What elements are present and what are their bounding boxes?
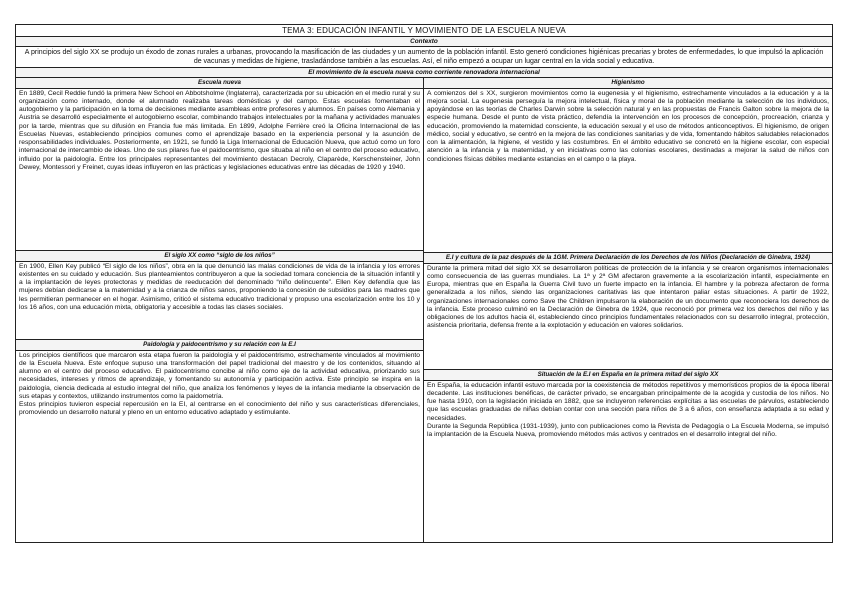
paidologia-section — [16, 340, 423, 542]
paz-text: Durante la primera mitad del siglo XX se desarrollaron políticas de protección de la infancia y se crearon organismos internacionales como consecuencia de las guerras mundiales. La 1ª y 2ª GM afectaron gravemente a la escolarización infantil, especialmente en Europa, mientras que en España la Guerra Civil tuvo un fuerte impacto en la infancia. El hambre y la pobreza afectaron de forma generalizada a los niños, siendo las organizaciones caritativas las que intentaron paliar estas situaciones. A partir de 1922, organizaciones internacionales como Save the Children impulsaron la elaboración de un documento que reconociera los derechos de la infancia. Este proceso culminó en la Declaración de Ginebra de 1924, que reconoció por primera vez los derechos del niño y las obligaciones de los adultos hacia él, estableciendo cinco principios fundamentales relacionados con su desarrollo integral, protección, asistencia prioritaria, defensa frente a la explotación y educación en valores solidarios. — [427, 264, 829, 330]
escuela-nueva-section — [16, 78, 423, 251]
higienismo-text: A comienzos del s XX, surgieron movimientos como la eugenesia y el higienismo, estrechamente vinculados a la educación y a la mejora social. La eugenesia perseguía la mejora intelectual, física y moral de la población mediante la selección de los individuos, apoyándose en las teorías de Charles Darwin sobre la selección natural y en las propuestas de Francis Galton sobre la mejora de la especie humana. Desde el punto de vista práctico, defendía la intervención en los procesos de concepción, procreación, crianza y educación, promoviendo la maternidad consciente, la educación sexual y el uso de métodos anticonceptivos. El higienismo, de origen médico, social y educativo, se centró en la mejora de las condiciones sanitarias y de vida, fomentando hábitos saludables relacionados con la alimentación, la higiene, el vestido y las costumbres. En el ámbito educativo se concretó en la higiene escolar, con especial atención a la infancia y la maternidad, y en iniciativas como las colonias escolares, destinadas a mejorar la salud de niños con condiciones físicas débiles mediante estancias en el campo o la playa. — [427, 89, 829, 163]
siglo-xx-section — [16, 251, 423, 340]
higienismo-heading: Higienismo — [424, 78, 832, 89]
siglo-xx-text: En 1900, Ellen Key publicó “El siglo de los niños”, obra en la que denunció las malas condiciones de vida de la infancia y los errores existentes en su cuidado y educación. Sus planteamientos contribuyeron a que la sociedad tomara conciencia de la situación infantil y a la implantación de leyes protectoras y medidas de reeducación del denominado “niño delincuente”. Ellen Key defendía que las mujeres debían dedicarse a la maternidad y a la crianza de niños sanos, proponiendo la concesión de subsidios para las madres que les permitieran permanecer en el hogar. Asimismo, criticó el sistema educativo tradicional y propuso una escolarización entre los 10 y los 16 años, con una educación mixta, obligatoria y accesible a todas las clases sociales. — [19, 262, 420, 311]
siglo-xx-heading: El siglo XX como “siglo de los niños” — [16, 251, 423, 262]
document-table — [15, 24, 833, 543]
contexto-heading: Contexto — [16, 37, 832, 47]
left-column — [16, 78, 424, 542]
two-column-section — [16, 78, 832, 542]
paz-heading: E.I y cultura de la paz después de la 1GM. Primera Declaración de los Derechos de los Niños (Declaración de Ginebra, 1924) — [424, 253, 832, 264]
espana-heading: Situación de la E.I en España en la primera mitad del siglo XX — [424, 370, 832, 381]
higienismo-section — [424, 78, 832, 253]
movimiento-heading: El movimiento de la escuela nueva como corriente renovadora internacional — [16, 68, 832, 78]
contexto-text: A principios del siglo XX se produjo un éxodo de zonas rurales a urbanas, provocando la masificación de las ciudades y un aumento de la población infantil. Esto generó condiciones higiénicas precarias y brotes de enfermedades, lo que impulsó la aplicación de vacunas y medidas de higiene, trasladándose también a las escuelas. Así, el niño empezó a ocupar un lugar central en la vida social y educativa. — [16, 47, 832, 68]
paidologia-heading: Paidología y paidocentrismo y su relación con la E.I — [16, 340, 423, 351]
espana-section — [424, 370, 832, 542]
paidologia-text: Los principios científicos que marcaron esta etapa fueron la paidología y el paidocentrismo, estrechamente vinculados al movimiento de la Escuela Nueva. Este enfoque supuso una transformación del papel tradicional del maestro y de los contenidos, situando al alumno en el centro del proceso educativo. El paidocentrismo concibe al niño como eje de la actividad educativa, priorizando sus necesidades, intereses y ritmos de aprendizaje, y fomentando su autonomía y participación activa. Este principio se inspira en la paidología, ciencia dedicada al estudio integral del niño, que analiza los fenómenos y leyes de la infancia mediante la observación de sus etapas y contextos, utilizando instrumentos como la paidometría. Estos principios tuvieron especial repercusión en la EI, al centrarse en el conocimiento del niño y sus características diferenciales, promoviendo un desarrollo natural y pleno en un entorno educativo adaptado y estimulante. — [19, 351, 420, 417]
espana-text: En España, la educación infantil estuvo marcada por la coexistencia de métodos repetitivos y memorísticos propios de la época liberal decadente. Las instituciones benéficas, de carácter privado, se encargaban principalmente de la acogida y custodia de los niños. No fue hasta 1910, con la legislación iniciada en 1882, que se incluyeron referencias explícitas a las escuelas de párvulos, estableciendo que las escuelas graduadas de niñas debían contar con una sección para niños de 3 a 6 años, con enseñanza adaptada a su edad y necesidades. Durante la Segunda República (1931-1939), junto con publicaciones como la Revista de Pedagogía o La Escuela Moderna, se impulsó la implantación de la Escuela Nueva, promoviendo métodos más activos y centrados en el desarrollo integral del niño. — [427, 381, 829, 438]
escuela-nueva-text: En 1889, Cecil Reddie fundó la primera New School en Abbotsholme (Inglaterra), caracterizada por su ubicación en el medio rural y su organización como internado, donde el alumnado realizaba tareas domésticas y del campo. Estas escuelas fomentaban el autogobierno y la participación en la toma de decisiones mediante asambleas entre profesores y alumnos. En países como Alemania y Austria se desarrolló especialmente el autogobierno escolar, combinando trabajos intelectuales por la mañana y actividades manuales por la tarde, mientras que su difusión en Francia fue más limitada. En 1899, Adolphe Ferrière creó la Oficina Internacional de las Escuelas Nuevas, estableciendo principios comunes como el aprendizaje basado en la experiencia personal y la asunción de responsabilidades individuales. Posteriormente, en 1921, se fundó la Liga Internacional de Educación Nueva, que actuó como un foro internacional de intercambio de ideas. Uno de sus pilares fue el paidocentrismo, que situaba al niño en el centro del proceso educativo, influido por la paidología. Entre los principales representantes del movimiento destacan Decroly, Claparède, Kerschensteiner, John Dewey, Montessori y Freinet, cuyas ideas influyeron en las prácticas y legislaciones educativas entre las décadas de 1920 y 1940. — [19, 89, 420, 171]
right-column — [424, 78, 832, 542]
page-title: TEMA 3: EDUCACIÓN INFANTIL Y MOVIMIENTO DE LA ESCUELA NUEVA — [16, 25, 832, 37]
paz-section — [424, 253, 832, 370]
escuela-nueva-heading: Escuela nueva — [16, 78, 423, 89]
